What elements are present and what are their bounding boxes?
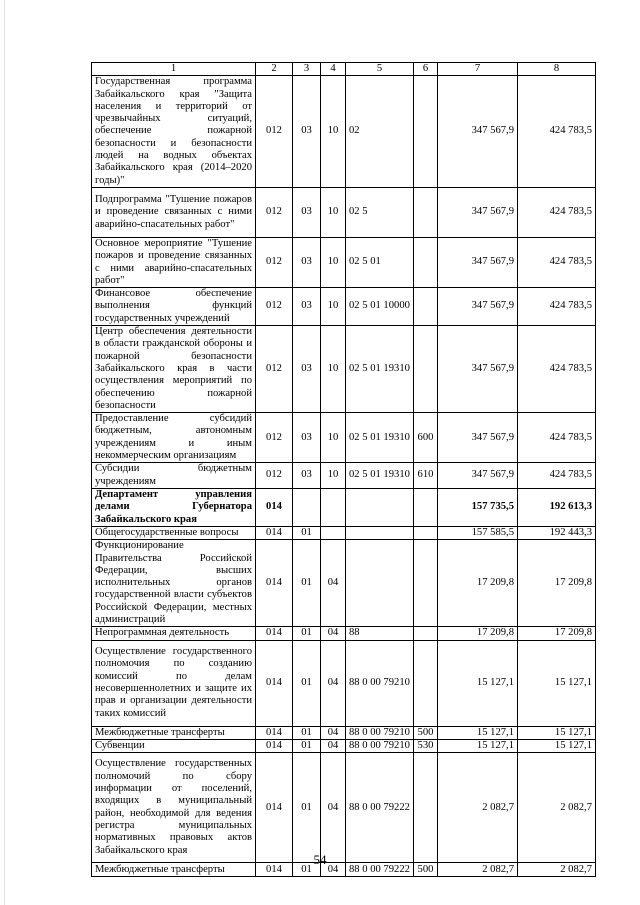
header-cell-1: 1 (92, 63, 256, 76)
expense-type-cell (414, 326, 438, 413)
table-row (92, 526, 596, 539)
row-name-cell: Общегосударственные вопросы (92, 526, 256, 539)
subsection-code-cell: 10 (321, 187, 346, 237)
ministry-code-cell: 014 (256, 739, 293, 752)
amount-year1-cell: 17 209,8 (438, 540, 518, 627)
amount-year1-cell: 347 567,9 (438, 76, 518, 188)
target-item-cell: 88 0 00 79210 (346, 726, 414, 739)
section-code-cell (293, 488, 321, 526)
header-cell-6: 6 (414, 63, 438, 76)
ministry-code-cell: 012 (256, 463, 293, 489)
ministry-code-cell: 014 (256, 488, 293, 526)
target-item-cell (346, 526, 414, 539)
target-item-cell: 88 (346, 627, 414, 640)
subsection-code-cell: 10 (321, 288, 346, 326)
table-row (92, 413, 596, 463)
section-code-cell: 03 (293, 288, 321, 326)
row-name-cell: Межбюджетные трансферты (92, 726, 256, 739)
amount-year1-cell: 15 127,1 (438, 726, 518, 739)
amount-year1-cell: 347 567,9 (438, 326, 518, 413)
page-number: 54 (313, 852, 327, 867)
expense-type-cell (414, 187, 438, 237)
header-cell-8: 8 (518, 63, 596, 76)
expense-type-cell (414, 753, 438, 863)
subsection-code-cell: 10 (321, 413, 346, 463)
section-code-cell: 01 (293, 863, 321, 877)
target-item-cell (346, 488, 414, 526)
table-row (92, 76, 596, 188)
amount-year1-cell: 347 567,9 (438, 288, 518, 326)
header-cell-7: 7 (438, 63, 518, 76)
row-name-cell: Основное мероприятие "Тушение пожаров и проведение связанных с ними аварийно-спасательных работ" (92, 237, 256, 287)
target-item-cell: 02 5 01 19310 (346, 413, 414, 463)
expense-type-cell (414, 627, 438, 640)
section-code-cell: 01 (293, 739, 321, 752)
scan-edge-line (4, 0, 5, 905)
expense-type-cell: 500 (414, 726, 438, 739)
section-code-cell: 03 (293, 237, 321, 287)
table-row (92, 463, 596, 489)
ministry-code-cell: 014 (256, 726, 293, 739)
table-row (92, 488, 596, 526)
budget-table (91, 62, 596, 877)
row-name-cell: Субсидии бюджетным учреждениям (92, 463, 256, 489)
target-item-cell: 88 0 00 79210 (346, 739, 414, 752)
amount-year1-cell: 2 082,7 (438, 863, 518, 877)
ministry-code-cell: 014 (256, 526, 293, 539)
expense-type-cell: 500 (414, 863, 438, 877)
target-item-cell (346, 540, 414, 627)
expense-type-cell (414, 237, 438, 287)
target-item-cell: 02 5 01 19310 (346, 463, 414, 489)
section-code-cell: 01 (293, 627, 321, 640)
amount-year1-cell: 157 735,5 (438, 488, 518, 526)
amount-year2-cell: 424 783,5 (518, 463, 596, 489)
ministry-code-cell: 014 (256, 753, 293, 863)
ministry-code-cell: 012 (256, 288, 293, 326)
amount-year1-cell: 17 209,8 (438, 627, 518, 640)
target-item-cell: 02 5 01 10000 (346, 288, 414, 326)
amount-year1-cell: 15 127,1 (438, 739, 518, 752)
target-item-cell: 02 (346, 76, 414, 188)
amount-year2-cell: 192 613,3 (518, 488, 596, 526)
subsection-code-cell: 04 (321, 640, 346, 726)
amount-year2-cell: 15 127,1 (518, 640, 596, 726)
row-name-cell: Финансовое обеспечение выполнения функций государственных учреждений (92, 288, 256, 326)
ministry-code-cell: 012 (256, 413, 293, 463)
target-item-cell: 02 5 (346, 187, 414, 237)
expense-type-cell: 530 (414, 739, 438, 752)
row-name-cell: Субвенции (92, 739, 256, 752)
amount-year2-cell: 17 209,8 (518, 540, 596, 627)
row-name-cell: Осуществление государственного полномочия по созданию комиссий по делам несовершеннолетних и защите их прав и организации деятельности таких комиссий (92, 640, 256, 726)
expense-type-cell (414, 288, 438, 326)
subsection-code-cell: 04 (321, 540, 346, 627)
subsection-code-cell: 10 (321, 463, 346, 489)
amount-year2-cell: 15 127,1 (518, 726, 596, 739)
section-code-cell: 01 (293, 526, 321, 539)
amount-year2-cell: 424 783,5 (518, 413, 596, 463)
subsection-code-cell (321, 526, 346, 539)
expense-type-cell: 600 (414, 413, 438, 463)
subsection-code-cell: 10 (321, 76, 346, 188)
ministry-code-cell: 012 (256, 187, 293, 237)
header-cell-4: 4 (321, 63, 346, 76)
row-name-cell: Центр обеспечения деятельности в области гражданской обороны и пожарной безопасности Забайкальского края в части осуществления мероприятий по обеспечению пожарной безопасности (92, 326, 256, 413)
amount-year2-cell: 15 127,1 (518, 739, 596, 752)
table-row (92, 726, 596, 739)
table-row (92, 326, 596, 413)
amount-year2-cell: 2 082,7 (518, 753, 596, 863)
expense-type-cell (414, 640, 438, 726)
amount-year1-cell: 15 127,1 (438, 640, 518, 726)
amount-year1-cell: 157 585,5 (438, 526, 518, 539)
table-row (92, 739, 596, 752)
subsection-code-cell (321, 488, 346, 526)
header-cell-2: 2 (256, 63, 293, 76)
row-name-cell: Департамент управления делами Губернатора Забайкальского края (92, 488, 256, 526)
expense-type-cell (414, 488, 438, 526)
section-code-cell: 01 (293, 640, 321, 726)
section-code-cell: 01 (293, 726, 321, 739)
row-name-cell: Государственная программа Забайкальского края "Защита населения и территорий от чрезвычайных ситуаций, обеспечение пожарной безопасности и безопасности людей на водных объектах Забайкальского края (2014–2020 годы)" (92, 76, 256, 188)
row-name-cell: Предоставление субсидий бюджетным, автономным учреждениям и иным некоммерческим организациям (92, 413, 256, 463)
section-code-cell: 01 (293, 540, 321, 627)
target-item-cell: 88 0 00 79222 (346, 863, 414, 877)
ministry-code-cell: 012 (256, 326, 293, 413)
expense-type-cell (414, 526, 438, 539)
table-row (92, 640, 596, 726)
section-code-cell: 03 (293, 463, 321, 489)
section-code-cell: 03 (293, 187, 321, 237)
amount-year2-cell: 424 783,5 (518, 76, 596, 188)
row-name-cell: Межбюджетные трансферты (92, 863, 256, 877)
amount-year2-cell: 17 209,8 (518, 627, 596, 640)
amount-year2-cell: 192 443,3 (518, 526, 596, 539)
amount-year2-cell: 424 783,5 (518, 326, 596, 413)
row-name-cell: Осуществление государственных полномочий по сбору информации от поселений, входящих в муниципальный район, необходимой для ведения регистра муниципальных нормативных правовых актов Забайкальского края (92, 753, 256, 863)
ministry-code-cell: 014 (256, 540, 293, 627)
row-name-cell: Непрограммная деятельность (92, 627, 256, 640)
table-row (92, 237, 596, 287)
target-item-cell: 02 5 01 19310 (346, 326, 414, 413)
ministry-code-cell: 014 (256, 627, 293, 640)
subsection-code-cell: 10 (321, 326, 346, 413)
amount-year1-cell: 347 567,9 (438, 187, 518, 237)
table-row (92, 753, 596, 863)
target-item-cell: 88 0 00 79210 (346, 640, 414, 726)
row-name-cell: Функционирование Правительства Российской Федерации, высших исполнительных органов государственной власти субъектов Российской Федерации, местных администраций (92, 540, 256, 627)
section-code-cell: 03 (293, 413, 321, 463)
amount-year1-cell: 347 567,9 (438, 413, 518, 463)
subsection-code-cell: 04 (321, 863, 346, 877)
table-row (92, 288, 596, 326)
section-code-cell: 03 (293, 326, 321, 413)
target-item-cell: 02 5 01 (346, 237, 414, 287)
expense-type-cell (414, 540, 438, 627)
amount-year2-cell: 2 082,7 (518, 863, 596, 877)
amount-year2-cell: 424 783,5 (518, 187, 596, 237)
row-name-cell: Подпрограмма "Тушение пожаров и проведение связанных с ними аварийно-спасательных работ" (92, 187, 256, 237)
expense-type-cell: 610 (414, 463, 438, 489)
amount-year2-cell: 424 783,5 (518, 237, 596, 287)
header-cell-3: 3 (293, 63, 321, 76)
ministry-code-cell: 014 (256, 863, 293, 877)
table-row (92, 540, 596, 627)
expense-type-cell (414, 76, 438, 188)
header-cell-5: 5 (346, 63, 414, 76)
amount-year1-cell: 347 567,9 (438, 463, 518, 489)
ministry-code-cell: 012 (256, 237, 293, 287)
subsection-code-cell: 04 (321, 753, 346, 863)
table-row (92, 627, 596, 640)
amount-year1-cell: 347 567,9 (438, 237, 518, 287)
section-code-cell: 01 (293, 753, 321, 863)
subsection-code-cell: 04 (321, 726, 346, 739)
amount-year1-cell: 2 082,7 (438, 753, 518, 863)
subsection-code-cell: 04 (321, 739, 346, 752)
ministry-code-cell: 012 (256, 76, 293, 188)
subsection-code-cell: 10 (321, 237, 346, 287)
table-row (92, 187, 596, 237)
ministry-code-cell: 014 (256, 640, 293, 726)
section-code-cell: 03 (293, 76, 321, 188)
table-header-row (92, 63, 596, 76)
target-item-cell: 88 0 00 79222 (346, 753, 414, 863)
amount-year2-cell: 424 783,5 (518, 288, 596, 326)
subsection-code-cell: 04 (321, 627, 346, 640)
